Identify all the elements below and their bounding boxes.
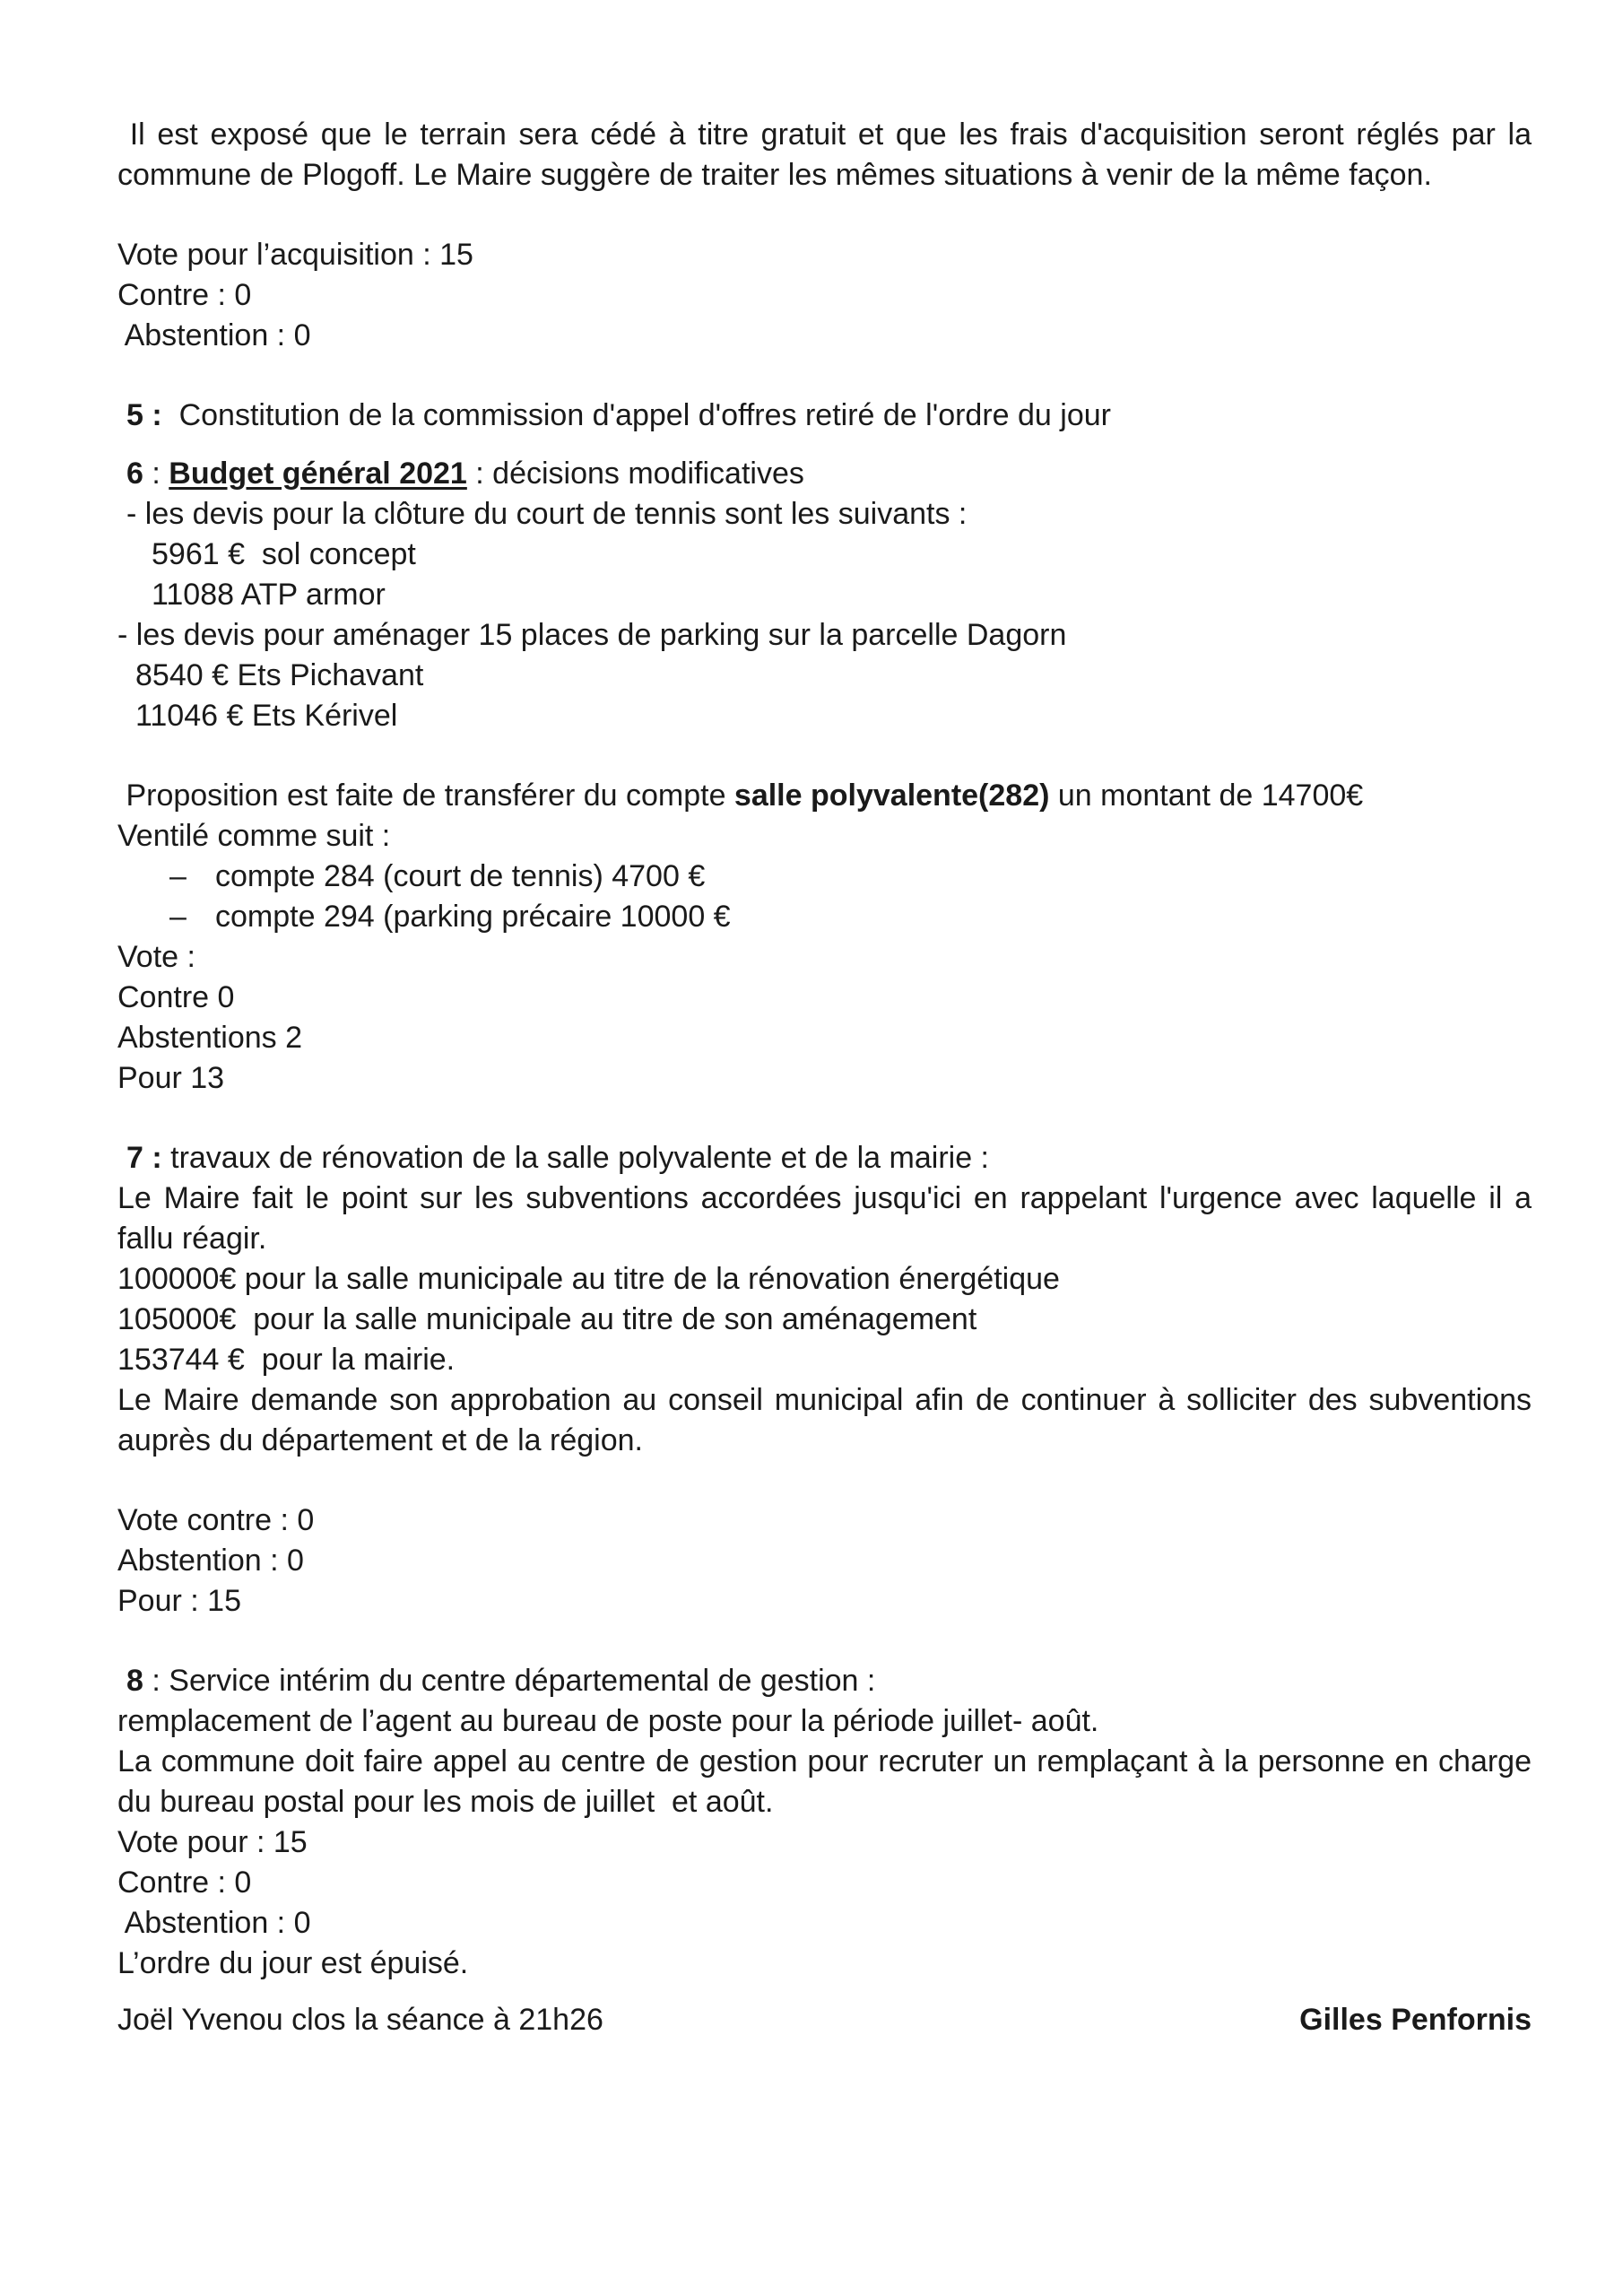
item6-number: 6 [126, 457, 143, 491]
item7-vote-abstention: Abstention : 0 [117, 1544, 304, 1578]
item8-vote-abstention: Abstention : 0 [117, 1906, 311, 1940]
item6-title: Budget général 2021 [169, 457, 467, 491]
item5-line [117, 396, 1532, 436]
signatory-name: Gilles Penfornis [1299, 2003, 1532, 2037]
intro-paragraph: Il est exposé que le terrain sera cédé à titre gratuit et que les frais d'acquisition seront réglés par la commune de Plogoff. Le Maire suggère de traiter les mêmes situations à venir de la même façon. [117, 117, 1541, 192]
item8-vote-against: Contre : 0 [117, 1866, 252, 1900]
item6-parking-quote-1: 8540 € Ets Pichavant [135, 658, 424, 692]
item7-number: 7 : [126, 1141, 162, 1175]
item6-vote-for: Pour 13 [117, 1061, 225, 1095]
list-item [117, 857, 1532, 897]
item6-vote-abstentions: Abstentions 2 [117, 1021, 303, 1055]
item6-proposal [117, 776, 1532, 816]
intro-vote-for: Vote pour l’acquisition : 15 [117, 238, 473, 272]
item7-paragraph-2: Le Maire demande son approbation au conseil municipal afin de continuer à solliciter des subventions auprès du département et de la région. [117, 1383, 1532, 1457]
closing-statement: Joël Yvenou clos la séance à 21h26 [117, 2003, 603, 2037]
item7-amount-2: 105000€ pour la salle municipale au titre de son aménagement [117, 1302, 977, 1336]
item8-number: 8 [126, 1664, 143, 1698]
item8-line-1: remplacement de l’agent au bureau de poste pour la période juillet- août. [117, 1704, 1099, 1738]
dash-bullet: – [169, 900, 187, 934]
item6-sep: : [143, 457, 169, 491]
intro-vote-abstention: Abstention : 0 [117, 318, 311, 352]
item6-proposal-pre: Proposition est faite de transférer du compte [117, 778, 734, 813]
item6-proposal-post: un montant de 14700€ [1049, 778, 1364, 813]
dash-bullet: – [169, 859, 187, 893]
item6-dash-item-2: compte 294 (parking précaire 10000 € [215, 900, 731, 934]
item8-closing: L’ordre du jour est épuisé. [117, 1946, 469, 1980]
item8-vote-for: Vote pour : 15 [117, 1825, 308, 1859]
item8-title: : Service intérim du centre départemental de gestion : [143, 1664, 876, 1698]
item6-tennis-intro: - les devis pour la clôture du court de tennis sont les suivants : [126, 497, 968, 531]
item6-vote-label: Vote : [117, 940, 195, 974]
item6-tennis-quote-2: 11088 ATP armor [152, 578, 386, 612]
item7-paragraph-1: Le Maire fait le point sur les subventions accordées jusqu'ici en rappelant l'urgence avec laquelle il a fallu réagir. [117, 1181, 1532, 1256]
item6-parking-intro: - les devis pour aménager 15 places de parking sur la parcelle Dagorn [117, 618, 1067, 652]
item7-vote-against: Vote contre : 0 [117, 1503, 315, 1537]
item6-heading [117, 454, 1532, 494]
intro-vote-against: Contre : 0 [117, 278, 252, 312]
item6-ventile: Ventilé comme suit : [117, 819, 391, 853]
list-item [117, 897, 1532, 937]
item8-heading [117, 1661, 1532, 1701]
item7-title: travaux de rénovation de la salle polyvalente et de la mairie : [161, 1141, 990, 1175]
signature-line [117, 2000, 1532, 2040]
item7-amount-1: 100000€ pour la salle municipale au titre de la rénovation énergétique [117, 1262, 1060, 1296]
item6-parking-quote-2: 11046 € Ets Kérivel [135, 699, 398, 733]
item8-paragraph: La commune doit faire appel au centre de gestion pour recruter un remplaçant à la personne en charge du bureau postal pour les mois de juillet et août. [117, 1744, 1541, 1819]
item7-amount-3: 153744 € pour la mairie. [117, 1343, 456, 1377]
item6-vote-against: Contre 0 [117, 980, 235, 1014]
item7-vote-for: Pour : 15 [117, 1584, 241, 1618]
item6-proposal-account: salle polyvalente(282) [733, 778, 1050, 813]
item6-title-suffix: : décisions modificatives [466, 457, 804, 491]
item5-text: Constitution de la commission d'appel d'offres retiré de l'ordre du jour [161, 398, 1111, 432]
document-page [117, 115, 1541, 2040]
item5-number: 5 : [126, 398, 162, 432]
item6-tennis-quote-1: 5961 € sol concept [152, 537, 416, 571]
item6-dash-item-1: compte 284 (court de tennis) 4700 € [215, 859, 706, 893]
item7-heading [117, 1138, 1532, 1178]
